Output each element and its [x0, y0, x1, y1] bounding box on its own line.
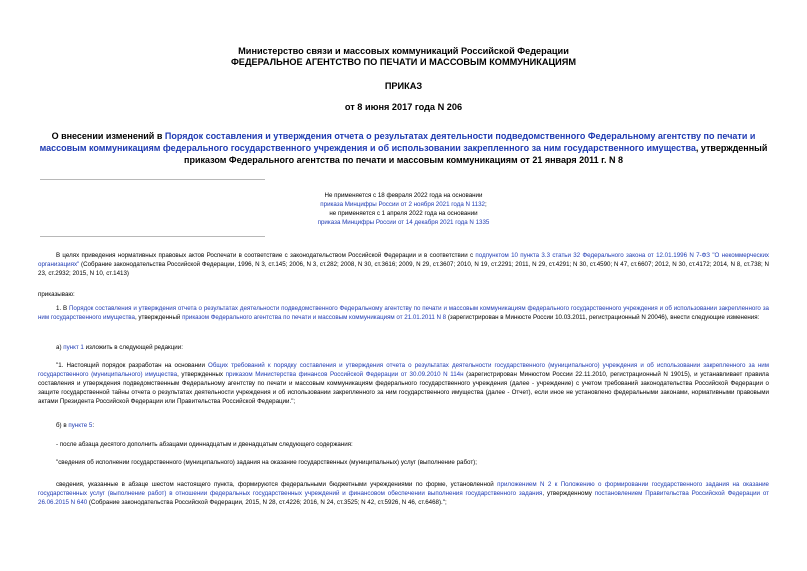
paragraph-item-b: [38, 421, 769, 430]
point-1-rest: (зарегистрирован Минюстом России 22.11.2010, регистрационный N 19015), и устанавливает правила составления и утверждения подведомственным Федеральному агентству по печати и массовым коммуникациям федерального государственного учреждения (далее - учреждение) с учетом требований законодательства Российской Федерации о защите государственной тайны отчета о результатах деятельности учреждения и об использовании закрепленного за ним государственного имущества (далее - Отчет), если иное не установлено федеральными законами, нормативными правовыми актами Президента Российской Федерации или Правительства Российской Федерации.";: [38, 371, 769, 406]
item-1-registration: (зарегистрирован в Минюсте России 10.03.2011, регистрационный N 20046), внести следующие изменения:: [446, 314, 760, 322]
paragraph-preamble: [38, 251, 769, 278]
divider-top: [40, 179, 265, 180]
info-approved: , утвержденному: [542, 490, 595, 498]
doc-type: ПРИКАЗ: [384, 81, 423, 91]
appendix-2-link[interactable]: приложением N 2 к Положению о формировании государственного задания на оказание государственных услуг (выполнение работ) в отношении федеральных государственных учреждений и финансовом обеспечении выполнения государственного задания: [38, 481, 769, 498]
paragraph-item-1: [38, 304, 769, 322]
item-b-colon: :: [92, 422, 95, 429]
general-requirements-link[interactable]: Общих требований к порядку составления и утверждения отчета о результатах деятельности государственного (муниципального) учреждения и об использовании закрепленного за ним государственного (муниципального) имущества: [38, 362, 769, 379]
paragraph-point-1: [38, 361, 769, 406]
order-8-link[interactable]: приказом Федерального агентства по печати и массовым коммуникациям от 21.01.2011 N 8: [182, 314, 447, 322]
document-title: [30, 130, 777, 166]
title-suffix: , утвержденный приказом Федерального агентства по печати и массовым коммуникациям от 21 января 2011 г. N 8: [184, 143, 768, 165]
preamble-text: В целях приведения нормативных правовых актов Роспечати в соответствие с законодательством Российской Федерации и в соответствии с: [56, 252, 476, 259]
status-note: [200, 191, 607, 227]
item-a-prefix: а): [56, 344, 64, 351]
government-decree-link[interactable]: постановлением Правительства Российской Федерации от 26.06.2015 N 640: [38, 490, 769, 507]
info-text: сведения, указанные в абзаце шестом настоящего пункта, формируются федеральными бюджетными учреждениями по форме, установленной: [56, 481, 498, 488]
ministry-name: Министерство связи и массовых коммуникаций Российской Федерации: [238, 46, 569, 56]
order-word: приказываю:: [38, 291, 75, 298]
paragraph-order: [38, 290, 769, 299]
point-1-link[interactable]: пункт 1: [63, 344, 84, 351]
info-citation: (Собрание законодательства Российской Федерации, 2015, N 28, ст.4226; 2016, N 24, ст.3525; N 42, ст.5926, N 46, ст.6468).";: [87, 499, 447, 507]
paragraph-dash: [38, 440, 769, 449]
paragraph-item-a: [38, 343, 769, 352]
status-line-2: не применяется с 1 апреля 2022 года на основании: [329, 210, 478, 217]
item-1-approved: , утвержденный: [134, 314, 183, 322]
minfin-order-link[interactable]: приказом Министерства финансов Российской Федерации от 30.09.2010 N 114н: [225, 371, 464, 379]
point-5-link[interactable]: пункте 5: [68, 422, 93, 429]
preamble-citation: (Собрание законодательства Российской Федерации, 1996, N 3, ст.145; 2006, N 3, ст.282; 2008, N 30, ст.3616; 2009, N 29, ст.3607; 2010, N 19, ст.2291; 2011, N 29, ст.4291; N 30, ст.4590; N 47, ст.6607; 2012, N 30, ст.4172; 2014, N 8, ст.738; N 23, ст.2932; 2015, N 10, ст.1413): [38, 261, 769, 278]
status-line-1: Не применяется с 18 февраля 2022 года на основании: [324, 192, 483, 199]
law-link[interactable]: подпунктом 10 пункта 3.3 статьи 32 Федерального закона от 12.01.1996 N 7-ФЗ "О некоммерческих организациях": [38, 252, 770, 269]
paragraph-info: [38, 480, 769, 507]
quote-text: "сведения об исполнении государственного (муниципального) задания на оказание государственных (муниципальных) услуг (выполнение работ);: [56, 459, 477, 466]
doc-date-number: от 8 июня 2017 года N 206: [344, 102, 463, 112]
divider-bottom: [40, 236, 265, 237]
item-b-prefix: б) в: [56, 422, 69, 429]
point-1-text: "1. Настоящий порядок разработан на основании: [56, 362, 209, 369]
dash-text: - после абзаца десятого дополнить абзацами одиннадцатым и двенадцатым следующего содержания:: [56, 441, 353, 448]
title-prefix: О внесении изменений в: [51, 131, 165, 141]
item-a-text: изложить в следующей редакции:: [83, 344, 183, 351]
status-link-1-end: ;: [484, 201, 487, 208]
item-1-text: 1. В: [56, 305, 69, 312]
procedure-link[interactable]: Порядок составления и утверждения отчета о результатах деятельности подведомственного Федеральному агентству по печати и массовым коммуникациям федерального государственного учреждения и об использовании закрепленного за ним государственного имущества: [38, 305, 769, 322]
agency-name: ФЕДЕРАЛЬНОЕ АГЕНТСТВО ПО ПЕЧАТИ И МАССОВЫМ КОММУНИКАЦИЯМ: [230, 57, 577, 67]
title-order-link[interactable]: Порядок составления и утверждения отчета о результатах деятельности подведомственного Федеральному агентству по печати и массовым коммуникациям федерального государственного учреждения и об использовании закрепленного за ним государственного имущества: [39, 131, 756, 153]
paragraph-quote: [38, 458, 769, 467]
status-link-1[interactable]: приказа Минцифры России от 2 ноября 2021 года N 1132: [320, 201, 485, 208]
status-link-2[interactable]: приказа Минцифры России от 14 декабря 2021 года N 1335: [317, 219, 490, 226]
point-1-approved: , утвержденных: [177, 371, 226, 379]
